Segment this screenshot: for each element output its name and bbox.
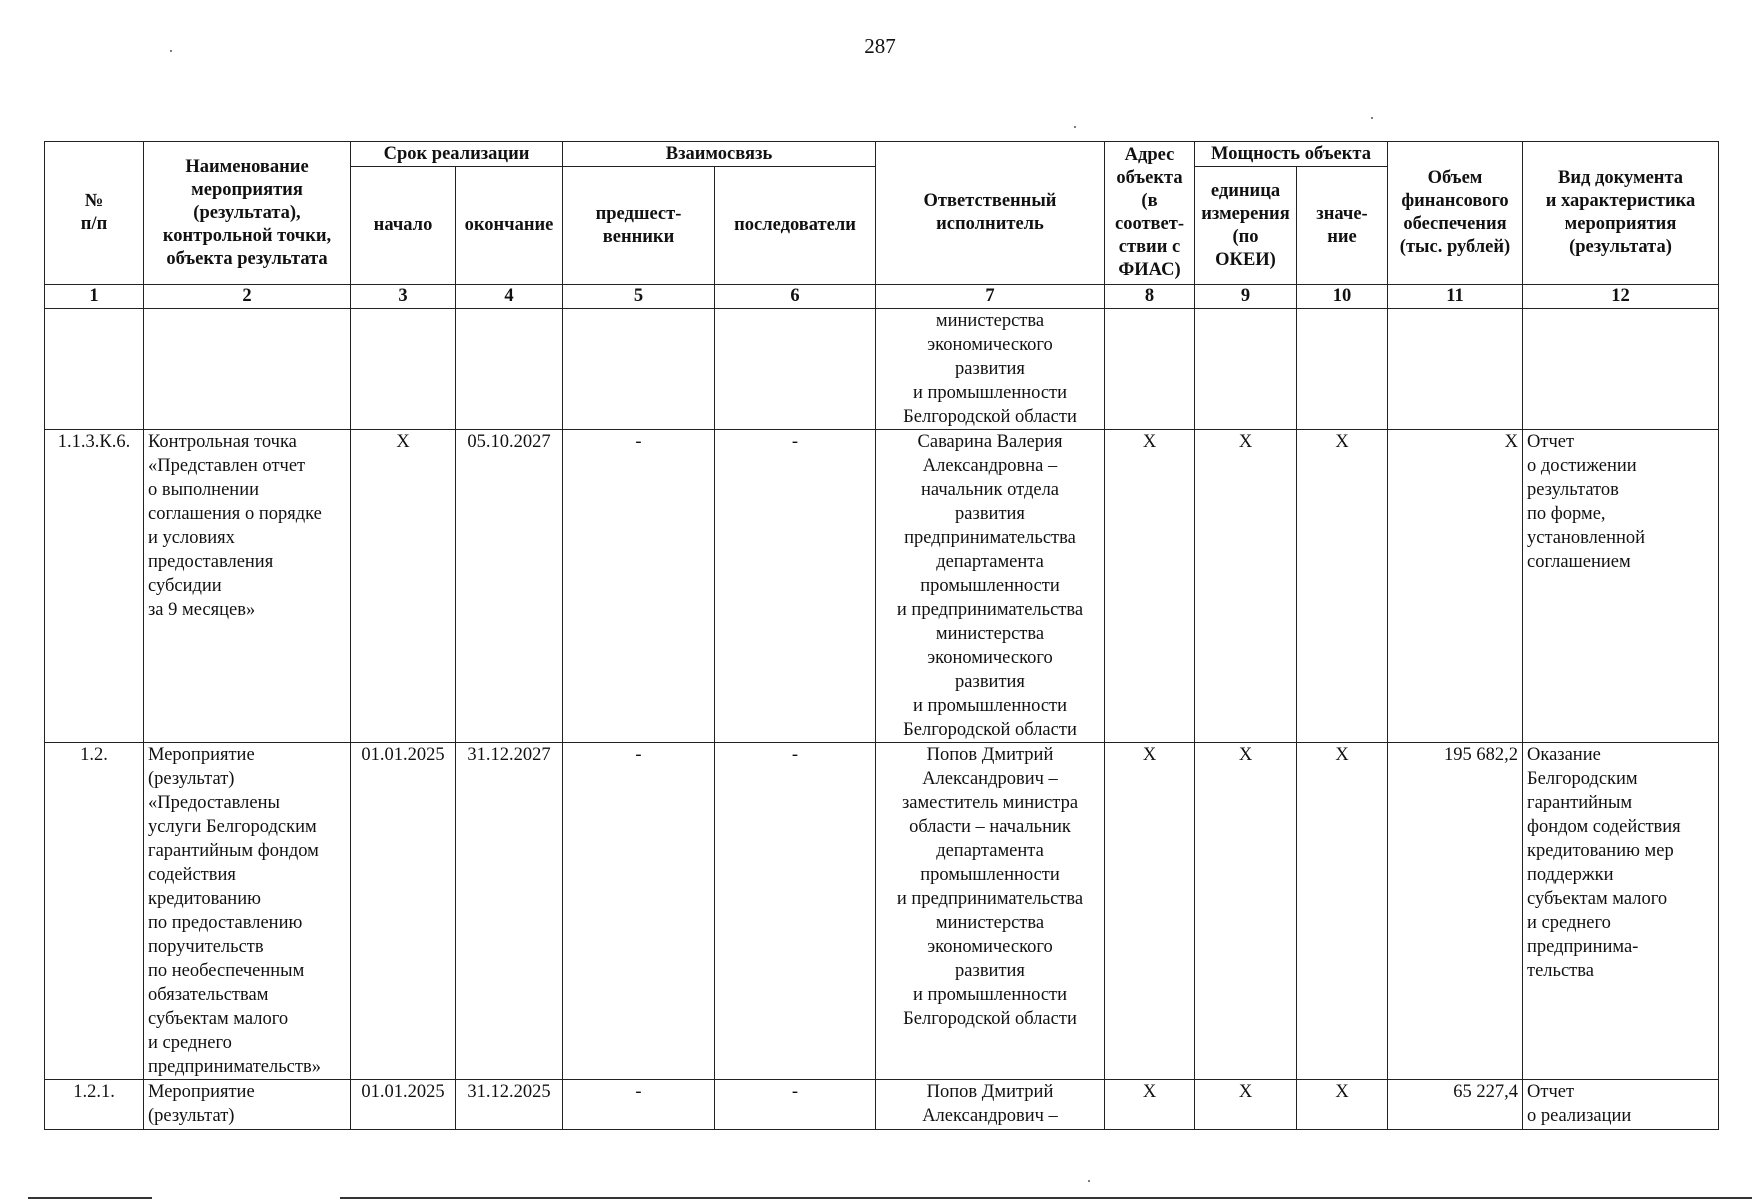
cell-doc: [1523, 309, 1719, 430]
header-address: Адрес объекта (в соответ- ствии с ФИАС): [1105, 142, 1195, 285]
column-number: 3: [351, 285, 456, 309]
cell-executor-line: министерства: [935, 311, 1045, 331]
cell-executor-line: и предпринимательства: [896, 600, 1084, 620]
cell-end: [456, 309, 563, 430]
cell-executor-line: Попов Дмитрий: [926, 745, 1054, 765]
header-num: № п/п: [45, 142, 144, 285]
cell-name-line: предпринимательств»: [148, 1057, 321, 1077]
cell-num: 1.2.1.: [45, 1080, 144, 1130]
cell-executor-line: Белгородской области: [903, 720, 1077, 740]
cell-address: [1105, 309, 1195, 430]
cell-succ: -: [715, 1080, 876, 1130]
header-link: Взаимосвязь: [563, 142, 876, 167]
cell-unit: [1195, 309, 1297, 430]
cell-executor-line: и промышленности: [912, 696, 1068, 716]
cell-succ: -: [715, 430, 876, 743]
cell-start: [351, 309, 456, 430]
header-doc: Вид документа и характеристика мероприятия (результата): [1523, 142, 1719, 285]
cell-executor-line: Александровна –: [922, 456, 1058, 476]
header-name: Наименование мероприятия (результата), контрольной точки, объекта результата: [144, 142, 351, 285]
cell-unit: Х: [1195, 1080, 1297, 1130]
cell-name-line: «Представлен отчет: [148, 456, 306, 476]
page-number: 287: [864, 34, 896, 58]
column-number: 4: [456, 285, 563, 309]
cell-name-line: (результат): [148, 1106, 235, 1126]
table-row: [45, 743, 1719, 1080]
cell-executor-line: департамента: [936, 841, 1044, 861]
cell-name-line: Мероприятие: [148, 745, 255, 765]
scan-speck: [170, 50, 172, 52]
plan-table: [44, 141, 1719, 1130]
cell-finance: [1388, 309, 1523, 430]
header-unit: единица измерения (по ОКЕИ): [1195, 167, 1297, 285]
cell-name-line: соглашения о порядке: [148, 504, 322, 524]
table-body: [45, 309, 1719, 1130]
cell-name-line: «Предоставлены: [148, 793, 280, 813]
cell-name-line: Контрольная точка: [148, 432, 297, 452]
cell-finance: 195 682,2: [1388, 743, 1523, 1080]
table-row: [45, 430, 1719, 743]
cell-executor-line: промышленности: [920, 576, 1060, 596]
cell-executor-line: и промышленности: [912, 985, 1068, 1005]
column-number: 11: [1388, 285, 1523, 309]
cell-doc-line: Белгородским: [1527, 769, 1638, 789]
column-number: 2: [144, 285, 351, 309]
column-number: 8: [1105, 285, 1195, 309]
cell-executor-line: Белгородской области: [903, 407, 1077, 427]
cell-doc-line: предпринима-: [1527, 937, 1639, 957]
cell-name-line: и среднего: [148, 1033, 232, 1053]
header-term: Срок реализации: [351, 142, 563, 167]
cell-name-line: кредитованию: [148, 889, 261, 909]
cell-name-line: субъектам малого: [148, 1009, 289, 1029]
cell-name-line: Мероприятие: [148, 1082, 255, 1102]
column-number: 10: [1297, 285, 1388, 309]
header-capacity: Мощность объекта: [1195, 142, 1388, 167]
cell-name-line: и условиях: [148, 528, 235, 548]
cell-executor: [876, 743, 1105, 1080]
cell-executor-line: области – начальник: [909, 817, 1071, 837]
cell-doc-line: поддержки: [1527, 865, 1614, 885]
column-number: 12: [1523, 285, 1719, 309]
cell-name-line: за 9 месяцев»: [148, 600, 256, 620]
cell-end: 31.12.2025: [456, 1080, 563, 1130]
cell-doc-line: результатов: [1527, 480, 1619, 500]
column-number: 9: [1195, 285, 1297, 309]
cell-value: Х: [1297, 1080, 1388, 1130]
cell-finance: 65 227,4: [1388, 1080, 1523, 1130]
cell-doc-line: гарантийным: [1527, 793, 1633, 813]
cell-doc-line: установленной: [1527, 528, 1646, 548]
cell-executor-line: Александрович –: [922, 1106, 1058, 1126]
header-value: значе- ние: [1297, 167, 1388, 285]
cell-executor-line: министерства: [935, 913, 1045, 933]
cell-name-line: поручительств: [148, 937, 264, 957]
cell-name-line: по предоставлению: [148, 913, 303, 933]
cell-name: [144, 309, 351, 430]
cell-doc-line: о реализации: [1527, 1106, 1632, 1126]
cell-finance: Х: [1388, 430, 1523, 743]
cell-executor-line: и промышленности: [912, 383, 1068, 403]
cell-doc-line: Оказание: [1527, 745, 1601, 765]
cell-doc-line: тельства: [1527, 961, 1594, 981]
cell-succ: -: [715, 743, 876, 1080]
cell-executor-line: департамента: [936, 552, 1044, 572]
cell-doc-line: субъектам малого: [1527, 889, 1668, 909]
cell-doc-line: Отчет: [1527, 432, 1575, 452]
cell-executor-line: начальник отдела: [920, 480, 1060, 500]
cell-name-line: обязательствам: [148, 985, 269, 1005]
footer-rule: [340, 1197, 1752, 1199]
footer-rule: [28, 1197, 152, 1199]
cell-doc-line: Отчет: [1527, 1082, 1575, 1102]
cell-succ: [715, 309, 876, 430]
cell-executor-line: экономического: [927, 937, 1053, 957]
cell-executor-line: заместитель министра: [901, 793, 1079, 813]
cell-name: [144, 1080, 351, 1130]
cell-value: [1297, 309, 1388, 430]
cell-name: [144, 743, 351, 1080]
scan-speck: [1371, 117, 1373, 119]
cell-executor-line: и предпринимательства: [896, 889, 1084, 909]
cell-doc-line: и среднего: [1527, 913, 1611, 933]
header-term-end: окончание: [456, 167, 563, 285]
cell-executor-line: экономического: [927, 335, 1053, 355]
cell-name-line: по необеспеченным: [148, 961, 305, 981]
header-link-pred: предшест- венники: [563, 167, 715, 285]
cell-doc: [1523, 743, 1719, 1080]
cell-pred: -: [563, 743, 715, 1080]
cell-name-line: (результат): [148, 769, 235, 789]
cell-executor-line: Попов Дмитрий: [926, 1082, 1054, 1102]
cell-name-line: услуги Белгородским: [148, 817, 317, 837]
column-number: 5: [563, 285, 715, 309]
cell-start: 01.01.2025: [351, 743, 456, 1080]
cell-name: [144, 430, 351, 743]
cell-address: Х: [1105, 1080, 1195, 1130]
cell-executor-line: развития: [955, 672, 1025, 692]
cell-executor-line: развития: [955, 504, 1025, 524]
cell-num: [45, 309, 144, 430]
cell-executor-line: предпринимательства: [904, 528, 1076, 548]
cell-doc-line: по форме,: [1527, 504, 1606, 524]
table-row: [45, 1080, 1719, 1130]
cell-name-line: субсидии: [148, 576, 222, 596]
cell-doc-line: о достижении: [1527, 456, 1637, 476]
header-row: [45, 142, 1719, 167]
cell-num: 1.1.3.К.6.: [45, 430, 144, 743]
table-row: [45, 309, 1719, 430]
cell-executor: [876, 1080, 1105, 1130]
cell-pred: -: [563, 430, 715, 743]
cell-executor-line: развития: [955, 359, 1025, 379]
cell-doc: [1523, 1080, 1719, 1130]
cell-end: 05.10.2027: [456, 430, 563, 743]
cell-name-line: содействия: [148, 865, 236, 885]
scan-speck: [1074, 126, 1076, 128]
cell-executor-line: Александрович –: [922, 769, 1058, 789]
cell-unit: Х: [1195, 430, 1297, 743]
cell-num: 1.2.: [45, 743, 144, 1080]
cell-executor-line: Саварина Валерия: [917, 432, 1063, 452]
header-term-start: начало: [351, 167, 456, 285]
cell-executor-line: Белгородской области: [903, 1009, 1077, 1029]
cell-name-line: гарантийным фондом: [148, 841, 319, 861]
cell-doc: [1523, 430, 1719, 743]
scan-speck: [1088, 1180, 1090, 1182]
cell-doc-line: фондом содействия: [1527, 817, 1681, 837]
cell-executor-line: промышленности: [920, 865, 1060, 885]
column-number: 1: [45, 285, 144, 309]
cell-executor-line: министерства: [935, 624, 1045, 644]
cell-doc-line: кредитованию мер: [1527, 841, 1674, 861]
cell-executor-line: экономического: [927, 648, 1053, 668]
cell-doc-line: соглашением: [1527, 552, 1631, 572]
header-executor: Ответственный исполнитель: [876, 142, 1105, 285]
cell-unit: Х: [1195, 743, 1297, 1080]
cell-value: Х: [1297, 430, 1388, 743]
cell-address: Х: [1105, 743, 1195, 1080]
cell-name-line: предоставления: [148, 552, 274, 572]
cell-name-line: о выполнении: [148, 480, 259, 500]
cell-pred: [563, 309, 715, 430]
column-number-row: [45, 285, 1719, 309]
cell-executor: [876, 430, 1105, 743]
cell-start: 01.01.2025: [351, 1080, 456, 1130]
cell-pred: -: [563, 1080, 715, 1130]
cell-value: Х: [1297, 743, 1388, 1080]
header-link-succ: последователи: [715, 167, 876, 285]
cell-executor-line: развития: [955, 961, 1025, 981]
cell-executor: [876, 309, 1105, 430]
cell-start: Х: [351, 430, 456, 743]
header-finance: Объем финансового обеспечения (тыс. рублей): [1388, 142, 1523, 285]
cell-address: Х: [1105, 430, 1195, 743]
column-number: 6: [715, 285, 876, 309]
column-number: 7: [876, 285, 1105, 309]
cell-end: 31.12.2027: [456, 743, 563, 1080]
